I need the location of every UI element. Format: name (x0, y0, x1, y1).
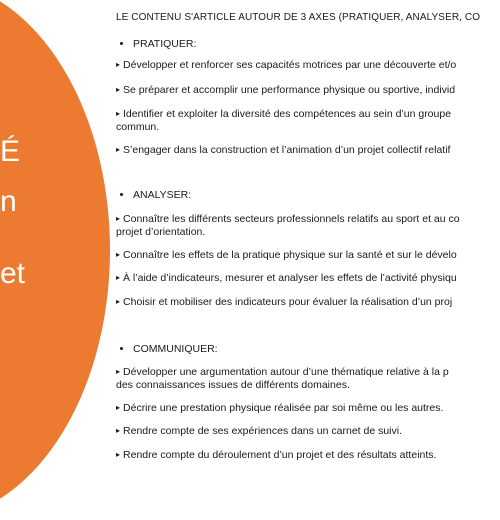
arrow-bullet-icon: ▸ (116, 145, 121, 154)
arrow-bullet-icon: ▸ (116, 60, 121, 69)
arrow-bullet-icon: ▸ (116, 273, 121, 282)
section-title-pratiquer: PRATIQUER: (116, 38, 196, 51)
list-item: ▸ Identifier et exploiter la diversité des compétences au sein d’un groupe (116, 108, 452, 120)
article-content (116, 0, 500, 500)
list-item: ▸ Décrire une prestation physique réalisée par soi même ou les autres. (116, 402, 444, 414)
list-item-continuation: projet d’orientation. (116, 226, 206, 238)
bullet-dot (120, 42, 123, 45)
list-item: ▸ Connaître les différents secteurs professionnels relatifs au sport et au co (116, 213, 460, 225)
arrow-bullet-icon: ▸ (116, 450, 121, 459)
bullet-dot (120, 347, 123, 350)
circle-text-fragment: n (0, 185, 17, 218)
bullet-dot (120, 193, 123, 196)
section-title-communiquer: COMMUNIQUER: (116, 343, 218, 356)
list-item: ▸ Rendre compte de ses expériences dans un carnet de suivi. (116, 425, 403, 437)
list-item-continuation: commun. (116, 121, 160, 133)
list-item: ▸ Développer et renforcer ses capacités motrices par une découverte et/o (116, 59, 457, 71)
arrow-bullet-icon: ▸ (116, 109, 121, 118)
arrow-bullet-icon: ▸ (116, 297, 121, 306)
arrow-bullet-icon: ▸ (116, 250, 121, 259)
arrow-bullet-icon: ▸ (116, 426, 121, 435)
list-item: ▸ S’engager dans la construction et l’animation d’un projet collectif relatif (116, 144, 451, 156)
list-item: ▸ Se préparer et accomplir une performance physique ou sportive, individ (116, 84, 456, 96)
content-heading: LE CONTENU S'ARTICLE AUTOUR DE 3 AXES (PRATIQUER, ANALYSER, CO (116, 12, 481, 23)
list-item-continuation: des connaissances issues de différents domaines. (116, 379, 350, 391)
list-item: ▸ À l’aide d’indicateurs, mesurer et analyser les effets de l’activité physiqu (116, 272, 457, 284)
arrow-bullet-icon: ▸ (116, 367, 121, 376)
arrow-bullet-icon: ▸ (116, 214, 121, 223)
list-item: ▸ Choisir et mobiliser des indicateurs pour évaluer la réalisation d’un proj (116, 296, 453, 308)
arrow-bullet-icon: ▸ (116, 403, 121, 412)
circle-text-fragment: É (0, 135, 21, 168)
list-item: ▸ Rendre compte du déroulement d’un projet et des résultats atteints. (116, 449, 437, 461)
arrow-bullet-icon: ▸ (116, 85, 121, 94)
circle-text-fragment: et (0, 257, 26, 290)
section-title-analyser: ANALYSER: (116, 189, 191, 202)
list-item: ▸ Connaître les effets de la pratique physique sur la santé et sur le dévelo (116, 249, 457, 261)
list-item: ▸ Développer une argumentation autour d’une thématique relative à la p (116, 366, 449, 378)
